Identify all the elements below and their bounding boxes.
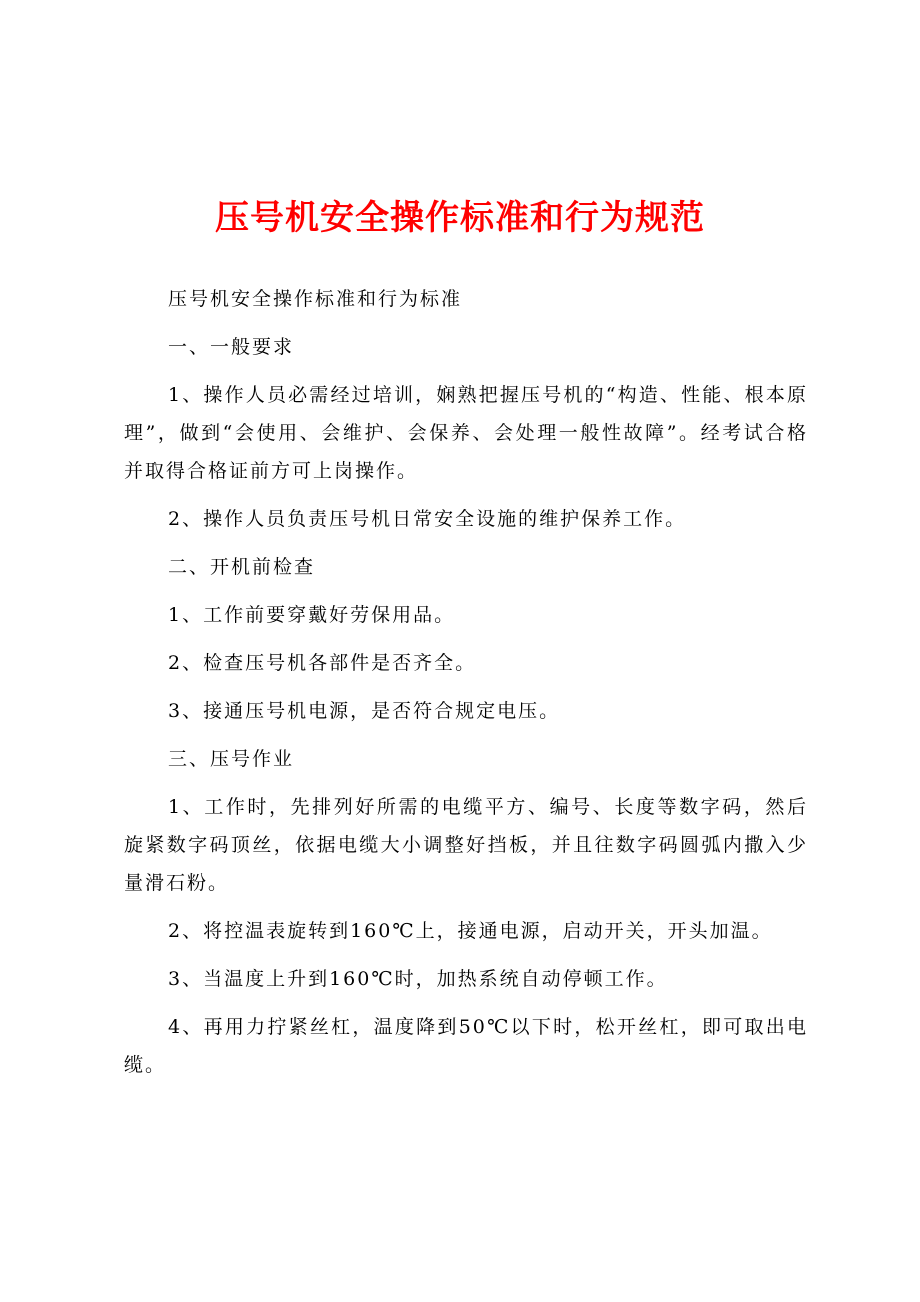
paragraph-training-requirement: 1、操作人员必需经过培训，娴熟把握压号机的“构造、性能、根本原理”，做到“会使用、会维护、会保养、会处理一般性故障”。经考试合格并取得合格证前方可上岗操作。 [124, 384, 808, 482]
paragraph-protective-equipment: 1、工作前要穿戴好劳保用品。 [168, 604, 456, 626]
subtitle-paragraph: 压号机安全操作标准和行为标准 [168, 288, 463, 310]
paragraph-auto-stop-heating: 3、当温度上升到160℃时，加热系统自动停顿工作。 [168, 968, 668, 990]
section-heading-pre-start-check: 二、开机前检查 [168, 556, 316, 578]
paragraph-power-check: 3、接通压号机电源，是否符合规定电压。 [168, 700, 561, 722]
paragraph-remove-cable: 4、再用力拧紧丝杠，温度降到50℃以下时，松开丝杠，即可取出电缆。 [124, 1016, 808, 1076]
paragraph-set-temperature: 2、将控温表旋转到160℃上，接通电源，启动开关，开头加温。 [168, 920, 773, 942]
paragraph-maintenance-duty: 2、操作人员负责压号机日常安全设施的维护保养工作。 [168, 508, 687, 530]
document-body [124, 280, 808, 1094]
paragraph-parts-check: 2、检查压号机各部件是否齐全。 [168, 652, 477, 674]
section-heading-general-requirements: 一、一般要求 [168, 336, 295, 358]
section-heading-pressing-operation: 三、压号作业 [168, 748, 295, 770]
document-title: 压号机安全操作标准和行为规范 [215, 198, 705, 238]
paragraph-arrange-codes: 1、工作时，先排列好所需的电缆平方、编号、长度等数字码，然后旋紧数字码顶丝，依据电缆大小调整好挡板，并且往数字码圆弧内撒入少量滑石粉。 [124, 796, 808, 894]
